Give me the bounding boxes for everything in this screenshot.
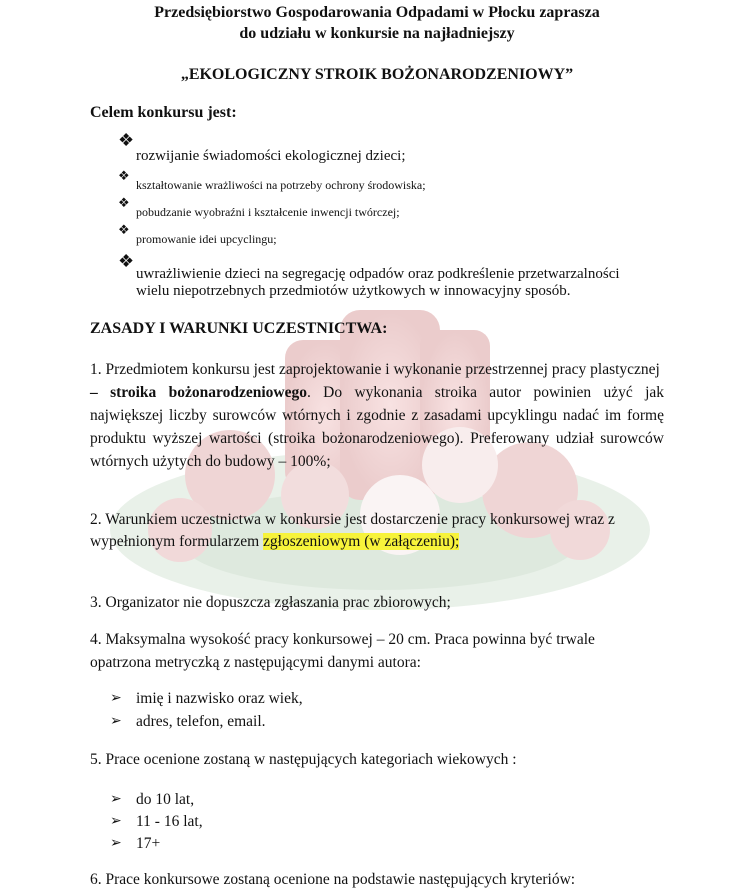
rule-1-line-3: największej liczby surowców wtórnych i zgodnie z zasadami upcyklingu nadać im formę (90, 407, 664, 424)
age-category: 11 - 16 lat, (136, 813, 203, 830)
diamond-bullet-icon: ❖ (118, 168, 130, 183)
age-category: 17+ (136, 835, 161, 852)
contest-title: „EKOLOGICZNY STROIK BOŻONARODZENIOWY” (180, 66, 574, 83)
rule-2-line-1: 2. Warunkiem uczestnictwa w konkursie jest dostarczenie pracy konkursowej wraz z (90, 511, 615, 528)
arrow-bullet-icon: ➢ (110, 814, 122, 829)
rule-2-plain: wypełnionym formularzem (90, 533, 264, 550)
goal-item: promowanie idei upcyclingu; (136, 232, 277, 246)
header-line-2: do udziału w konkursie na najładniejszy (239, 25, 515, 42)
arrow-bullet-icon: ➢ (110, 714, 122, 729)
rule-1-line-5: wtórnych użytych do budowy – 100%; (90, 453, 331, 470)
rule-3: 3. Organizator nie dopuszcza zgłaszania prac zbiorowych; (90, 594, 451, 611)
age-category: do 10 lat, (136, 791, 195, 808)
arrow-bullet-icon: ➢ (110, 691, 122, 706)
diamond-bullet-icon: ❖ (118, 195, 130, 210)
rule-5-line: 5. Prace ocenione zostaną w następujących kategoriach wiekowych : (90, 751, 517, 768)
rule-1-line-2 (90, 381, 664, 404)
rules-heading: ZASADY I WARUNKI UCZESTNICTWA: (90, 320, 388, 337)
diamond-bullet-icon: ❖ (118, 130, 135, 150)
goal-item: rozwijanie świadomości ekologicznej dzieci; (136, 148, 406, 164)
goals-heading: Celem konkursu jest: (90, 104, 237, 121)
goal-item: kształtowanie wrażliwości na potrzeby ochrony środowiska; (136, 178, 426, 192)
diamond-bullet-icon: ❖ (118, 222, 130, 237)
rule-4-item: imię i nazwisko oraz wiek, (136, 690, 303, 707)
rule-4-line-1: 4. Maksymalna wysokość pracy konkursowej – 20 cm. Praca powinna być trwale (90, 631, 595, 648)
rule-1-bold: – stroika bożonarodzeniowego (90, 384, 307, 401)
rule-1-line-2-rest: . Do wykonania stroika autor powinien użyć jak (306, 384, 664, 401)
rule-4-item: adres, telefon, email. (136, 713, 266, 730)
arrow-bullet-icon: ➢ (110, 792, 122, 807)
diamond-bullet-icon: ❖ (118, 251, 135, 271)
rule-6: 6. Prace konkursowe zostaną ocenione na podstawie następujących kryteriów: (90, 871, 576, 888)
goal-item-continuation: wielu niepotrzebnych przedmiotów użytkowych w innowacyjny sposób. (136, 283, 571, 299)
goal-item: pobudzanie wyobraźni i kształcenie inwencji twórczej; (136, 205, 400, 219)
arrow-bullet-icon: ➢ (110, 836, 122, 851)
rule-2-line-2 (90, 530, 459, 553)
header-line-1: Przedsiębiorstwo Gospodarowania Odpadami w Płocku zaprasza (154, 4, 600, 21)
rule-1-line-4: produktu wyższej wartości (stroika bożonarodzeniowego). Preferowany udział surowców (90, 430, 664, 447)
goal-item: uwrażliwienie dzieci na segregację odpadów oraz podkreślenie przetwarzalności (136, 266, 620, 282)
rule-2-highlight: zgłoszeniowym (w załączeniu); (263, 533, 460, 550)
rule-1-line-1: 1. Przedmiotem konkursu jest zaprojektowanie i wykonanie przestrzennej pracy plastycznej (90, 361, 660, 378)
rule-4-line-2: opatrzona metryczką z następującymi danymi autora: (90, 654, 421, 671)
